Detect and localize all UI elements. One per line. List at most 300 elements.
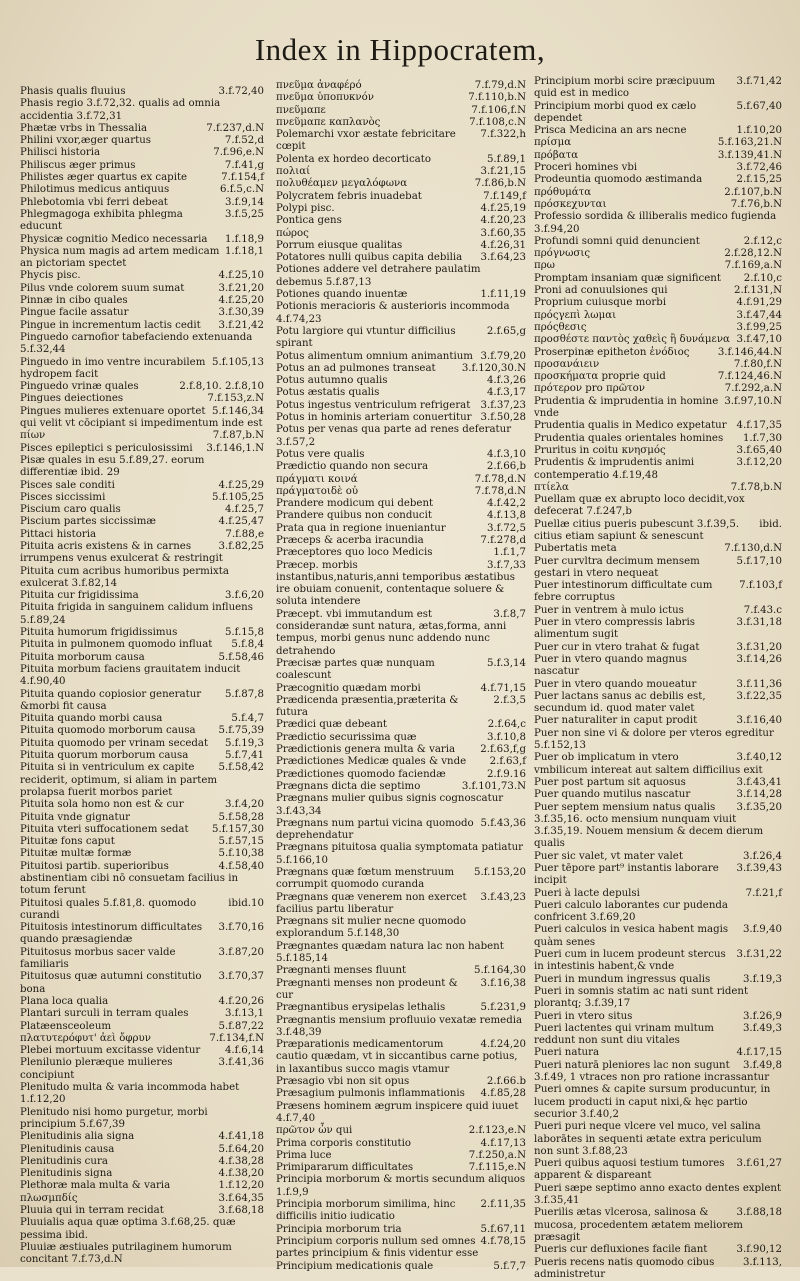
index-term: Pituitosis intestinorum difficultates quando præsagiendæ — [20, 922, 202, 945]
index-entry — [20, 725, 264, 737]
index-term: Plebei mortuum excitasse videntur — [20, 1045, 200, 1056]
index-term: πλωσμπδίς — [20, 1193, 78, 1204]
index-term: Pluuialis aqua quæ optima 3.f.68,25. quæ pessima ibid. — [20, 1217, 236, 1240]
index-term: πρόςγεπὶ λωμαι — [534, 310, 616, 321]
index-term: Prægnans dicta die septimo — [276, 781, 420, 792]
index-term: Phlegmagoga exhibita phlegma educunt — [20, 209, 183, 232]
index-reference: 3.f.49,3 — [739, 1023, 782, 1035]
index-reference: 7.f.87,b.N — [209, 430, 264, 442]
index-reference: 5.f.7,7 — [489, 1261, 526, 1273]
index-entry — [534, 445, 782, 457]
index-term: Plenitudinis alia signa — [20, 1131, 134, 1142]
index-term: Pontica gens — [276, 215, 342, 226]
index-entry — [534, 457, 782, 482]
index-term: Præparationis medicamentorum cautio quædam, vt in siccantibus carne potius, in laxantibus succo magis vtamur — [276, 1039, 518, 1075]
index-entry — [20, 1082, 264, 1107]
index-entry — [276, 412, 526, 424]
index-term: πνεῦμα ἀναφέρό — [276, 80, 362, 91]
index-term: Prægnans sit mulier necne quomodo explorandum 5.f.148,30 — [276, 916, 466, 939]
index-term: Puer quando mutilus nascatur — [534, 789, 690, 800]
index-reference: 3.f.47,44 — [732, 310, 782, 322]
index-entry — [276, 695, 526, 720]
page-title: Index in Hippocratem, — [0, 32, 800, 68]
index-reference: 3.f.43,23 — [476, 892, 526, 904]
index-term: Pueri omnes & capite sursum producuntur, in lucem producti in caput nixi,& hęc partio securior 3.f.40,2 — [534, 1084, 770, 1120]
index-reference: 4.f.42,2 — [483, 498, 526, 510]
index-entry — [534, 433, 782, 445]
index-entry — [20, 1156, 264, 1168]
index-term: Pubertatis meta — [534, 543, 617, 554]
index-entry — [534, 162, 782, 174]
index-term: Prandere quibus non conducit — [276, 510, 432, 521]
index-reference: 3.f.31,20 — [732, 642, 782, 654]
index-reference: 4.f.58,40 — [214, 861, 264, 873]
index-term: Pituitosi partib. superioribus abstinentiam cibi nō consuetam facilius in totum ferunt — [20, 861, 238, 897]
index-reference: 7.f.79,d.N — [471, 80, 526, 92]
index-entry — [276, 1015, 526, 1040]
index-reference: 5.f.164,30 — [470, 965, 526, 977]
index-term: Pueri à lacte depulsi — [534, 888, 640, 899]
index-reference: 5.f.146,34 — [208, 406, 264, 418]
index-entry — [534, 986, 782, 1011]
index-entry — [534, 1207, 782, 1244]
index-entry — [20, 1205, 264, 1217]
index-entry — [20, 652, 264, 664]
index-term: Prægnans quæ fœtum menstruum corrumpit quomodo curanda — [276, 867, 454, 890]
index-term: Præceps & acerba iracundia — [276, 535, 424, 546]
index-term: Principium corporis nullum sed omnes partes principium & finis videntur esse — [276, 1236, 478, 1259]
index-entry — [534, 605, 782, 617]
index-entry — [20, 393, 264, 405]
index-term: Puer post partum sit aquosus — [534, 777, 686, 788]
index-term: Potus alimentum omnium animantium — [276, 351, 473, 362]
index-entry — [20, 947, 264, 972]
index-reference: 2.f.10,c — [740, 273, 782, 285]
index-term: Phasis qualis fluuius — [20, 86, 126, 97]
index-reference: 3.f.21,20 — [214, 283, 264, 295]
index-reference: 4.f.24,20 — [476, 1039, 526, 1051]
index-reference: 5.f.64,20 — [214, 1144, 264, 1156]
index-term: πρόβατα — [534, 150, 578, 161]
index-term: Pueri quibus aquosi testium tumores apparent & dispareant — [534, 1158, 724, 1181]
index-reference: 4.f.20,23 — [476, 215, 526, 227]
index-entry — [20, 1242, 264, 1267]
index-term: Puer in ventrem à mulo ictus — [534, 605, 684, 616]
index-term: Puellæ citius pueris pubescunt 3.f.39,5. citius etiam sapiunt & senescunt — [534, 519, 739, 542]
index-entry — [276, 92, 526, 104]
index-entry — [20, 98, 264, 123]
index-term: προσανάιειν — [534, 359, 599, 370]
index-entry — [534, 347, 782, 359]
index-term: Pueri naturā pleniores lac non sugunt 3.f.49, 1 vtraces non pro ratione incrassantur — [534, 1060, 769, 1083]
index-reference: 3.f.49,8 — [739, 1060, 782, 1072]
index-entry — [20, 516, 264, 528]
index-term: Prima luce — [276, 1150, 332, 1161]
index-term: Pituita in pulmonem quomodo influat — [20, 639, 212, 650]
index-term: πολυθέαμεν μεγαλόφωνα — [276, 178, 407, 189]
index-entry — [276, 719, 526, 731]
index-reference: 7.f.292,a.N — [721, 383, 782, 395]
index-entry — [20, 738, 264, 750]
index-term: Pituita humorum frigidissimus — [20, 627, 177, 638]
index-reference: 5.f.105,13 — [208, 357, 264, 369]
index-entry — [20, 836, 264, 848]
index-entry — [20, 566, 264, 591]
index-entry — [276, 240, 526, 252]
index-entry — [20, 627, 264, 639]
index-entry — [276, 301, 526, 326]
index-reference: 3.f.21,42 — [214, 320, 264, 332]
index-term: Prægnantes quædam natura lac non habent 5.f.185,14 — [276, 941, 504, 964]
index-entry — [276, 535, 526, 547]
index-term: Præsagio vbi non sit opus — [276, 1076, 409, 1087]
index-reference: 7.f.21,f — [742, 888, 782, 900]
index-term: Pueri in mundum ingressus qualis — [534, 974, 710, 985]
index-term: Puer tēpore part⁹ instantis laborare incipit — [534, 863, 719, 886]
index-entry — [276, 1101, 526, 1126]
index-term: Prægnans num partui vicina quomodo deprehendatur — [276, 818, 474, 841]
index-entry — [276, 1039, 526, 1076]
index-term: Prudentia quales orientales homines — [534, 433, 723, 444]
index-term: Profundi somni quid denuncient — [534, 236, 700, 247]
index-entry — [276, 744, 526, 756]
index-entry — [276, 510, 526, 522]
index-reference: 5.f.58,42 — [214, 762, 264, 774]
index-term: Pittaci historia — [20, 529, 96, 540]
index-term: Pisces epileptici s periculosissimi — [20, 443, 193, 454]
index-term: Prægnans quæ venerem non exercet facilius partu liberatur — [276, 892, 467, 915]
index-entry — [276, 523, 526, 535]
index-reference: 4.f.26,31 — [476, 240, 526, 252]
index-term: πρῶτον ὧν qui — [276, 1125, 352, 1136]
index-reference: 3.f.64,23 — [476, 252, 526, 264]
index-term: Porrum eiusque qualitas — [276, 240, 402, 251]
index-reference: 4.f.41,18 — [214, 1131, 264, 1143]
index-term: Puer curvltra decimum mensem gestari in vtero nequeat — [534, 556, 700, 579]
index-term: Pueris recens natis quomodo cibus administretur — [534, 1257, 714, 1280]
index-entry — [276, 1125, 526, 1137]
index-reference: 1.f.18,1 — [221, 246, 264, 258]
index-reference: 5.f.89,1 — [483, 154, 526, 166]
index-reference: 3.f.64,35 — [214, 1193, 264, 1205]
index-term: Plenitudinis causa — [20, 1144, 114, 1155]
index-term: Præcisæ partes quæ nunquam coalescunt — [276, 658, 435, 681]
index-reference: 3.f.26,4 — [739, 851, 782, 863]
index-term: Pituita si in ventriculum ex capite reciderit, optimum, si aliam in partem prolapsa fuerit morbos pariet — [20, 762, 217, 798]
index-term: Prægnanti menses non prodeunt & cur — [276, 978, 458, 1001]
index-reference: 4.f.13,8 — [483, 510, 526, 522]
index-entry — [534, 248, 782, 260]
index-entry — [534, 383, 782, 395]
index-reference: 3.f.120,30.N — [458, 363, 526, 375]
index-entry — [534, 863, 782, 888]
index-entry — [20, 922, 264, 947]
index-entry — [276, 547, 526, 559]
index-entry — [20, 602, 264, 627]
index-term: Pinguedo vrinæ quales — [20, 381, 139, 392]
index-entry — [20, 209, 264, 234]
index-reference: 3.f.71,42 — [732, 76, 782, 88]
index-term: Puer in vtero quando moueatur — [534, 679, 696, 690]
index-term: Pituitosi quales 5.f.81,8. quomodo curandi — [20, 898, 196, 921]
index-reference: 3.f.43,41 — [732, 777, 782, 789]
index-term: Præcep. morbis instantibus,naturis,anni temporibus æstatibus ire obuiam conuenit, contentaque soluere & soluta intendere — [276, 560, 515, 608]
index-entry — [534, 285, 782, 297]
index-entry — [534, 802, 782, 851]
index-entry — [276, 129, 526, 154]
index-term: πολιαί — [276, 166, 310, 177]
index-term: προσκήματα proprie quid — [534, 371, 666, 382]
index-term: Potus vere qualis — [276, 449, 365, 460]
index-term: Pinguedo in imo ventre incurabilem hydropem facit — [20, 357, 205, 380]
index-term: Pueri calculo laborantes cur pudenda confricent 3.f.69,20 — [534, 900, 728, 923]
index-entry — [20, 381, 264, 393]
index-term: πίων — [20, 430, 45, 441]
index-reference: 4.f.20,26 — [214, 996, 264, 1008]
index-reference: 3.f.97,10.N — [720, 396, 782, 408]
index-entry — [534, 654, 782, 679]
index-term: πρόθυμάτα — [534, 187, 591, 198]
index-reference: 6.f.5,c.N — [216, 184, 264, 196]
index-entry — [276, 965, 526, 977]
index-term: Physicæ cognitio Medico necessaria — [20, 234, 207, 245]
index-entry — [276, 941, 526, 966]
index-term: Polypi pisc. — [276, 203, 335, 214]
index-entry — [20, 184, 264, 196]
index-entry — [20, 762, 264, 799]
index-reference: 5.f.87,8 — [221, 689, 264, 701]
index-term: Puer naturaliter in caput prodit — [534, 715, 697, 726]
index-reference: 5.f.67,40 — [732, 101, 782, 113]
index-entry — [276, 1199, 526, 1224]
index-term: Præsens hominem ægrum inspicere quid iuuet 4.f.7,40 — [276, 1101, 518, 1124]
index-term: Prædictiones Medicæ quales & vnde — [276, 756, 466, 767]
index-term: Puer sic valet, vt mater valet — [534, 851, 683, 862]
index-term: πνεῦμαπε καπλανὸς — [276, 117, 380, 128]
index-reference: 7.f.250,a.N — [465, 1150, 526, 1162]
index-entry — [276, 264, 526, 289]
index-term: Proserpinæ epitheton ἐνόδιος — [534, 347, 689, 358]
index-entry — [534, 494, 782, 519]
index-reference: 7.f.115,e.N — [465, 1162, 526, 1174]
index-entry — [534, 1183, 782, 1208]
index-reference: 5.f.15,8 — [221, 627, 264, 639]
index-entry — [534, 76, 782, 101]
index-reference: 7.f.106,f.N — [467, 105, 526, 117]
index-term: Præcept. vbi immutandum est considerandæ sunt natura, ætas,forma, anni tempus, morbi genus nunc addendo nunc detrahendo — [276, 609, 506, 657]
index-term: πράγματι κοινά — [276, 474, 358, 485]
index-term: Prægnans pituitosa qualia symptomata patiatur 5.f.166,10 — [276, 842, 523, 865]
index-term: Plenitudinis signa — [20, 1168, 112, 1179]
index-reference: 3.f.10,8 — [483, 732, 526, 744]
index-reference: 5.f.4,7 — [227, 713, 264, 725]
index-entry — [276, 1236, 526, 1261]
index-term: Puer intestinorum difficultate cum febre corruptus — [534, 580, 712, 603]
index-entry — [276, 80, 526, 92]
index-entry — [20, 480, 264, 492]
index-term: Principium medicationis quale — [276, 1261, 433, 1272]
index-entry — [276, 363, 526, 375]
index-term: Pituitæ multæ formæ — [20, 848, 131, 859]
index-reference: 3.f.90,12 — [732, 1244, 782, 1256]
index-reference: 5.f.8,4 — [227, 639, 264, 651]
index-reference: 2.f.12,c — [740, 236, 782, 248]
index-entry — [20, 1021, 264, 1033]
index-reference: 7.f.80,f.N — [730, 359, 782, 371]
index-term: Proceri homines vbi — [534, 162, 637, 173]
index-reference: 4.f.38,28 — [214, 1156, 264, 1168]
index-entry — [534, 236, 782, 248]
index-column-1 — [20, 86, 264, 1259]
index-term: Pingue in incrementum lactis cedit — [20, 320, 201, 331]
index-term: Pisces siccissimi — [20, 492, 105, 503]
index-term: Principia morborum similima, hinc difficilis initio iudicatio — [276, 1199, 455, 1222]
index-reference: 5.f.105,25 — [208, 492, 264, 504]
index-entry — [20, 406, 264, 431]
index-term: Puer in vtero quando magnus nascatur — [534, 654, 687, 677]
index-entry — [20, 713, 264, 725]
index-term: Phætæ vrbs in Thessalia — [20, 123, 147, 134]
index-term: Pruritus in coitu κνησμός — [534, 445, 666, 456]
index-reference: 2.f.131,N — [730, 285, 782, 297]
index-term: Prædictio quando non secura — [276, 461, 428, 472]
index-reference: 3.f.72,5 — [483, 523, 526, 535]
index-entry — [20, 86, 264, 98]
index-entry — [534, 789, 782, 801]
index-reference: 7.f.78,d.N — [471, 474, 526, 486]
index-reference: 3.f.61,27 — [732, 1158, 782, 1170]
index-entry — [276, 781, 526, 793]
index-entry — [20, 1193, 264, 1205]
index-entry — [276, 560, 526, 609]
index-entry — [20, 1168, 264, 1180]
index-term: Principia morborum & mortis secundum aliquos 1.f.9,9 — [276, 1174, 525, 1197]
index-term: Professio sordida & illiberalis medico fugienda 3.f.94,20 — [534, 211, 776, 234]
index-term: Puerilis ætas vlcerosa, salinosa & mucosa, procedentem ætatem meliorem præsagit — [534, 1207, 743, 1243]
index-entry — [20, 529, 264, 541]
index-reference: 3.f.88,18 — [732, 1207, 782, 1219]
index-term: Pituita vnde gignatur — [20, 812, 130, 823]
index-term: Potiones quando inuentæ — [276, 289, 407, 300]
index-reference: 3.f.113, — [739, 1257, 782, 1269]
index-reference: 3.f.9,40 — [739, 924, 782, 936]
index-reference: 7.f.41,g — [221, 160, 264, 172]
index-reference: 3.f.39,43 — [732, 863, 782, 875]
index-term: Phlebotomia vbi ferri debeat — [20, 197, 168, 208]
index-reference: 3.f.101,73.N — [458, 781, 526, 793]
index-reference: 3.f.72,46 — [732, 162, 782, 174]
index-entry — [276, 400, 526, 412]
index-term: Prægnantibus erysipelas lethalis — [276, 1002, 445, 1013]
index-reference: 3.f.11,36 — [732, 679, 782, 691]
index-entry — [20, 639, 264, 651]
index-reference: 7.f.108,c.N — [465, 117, 526, 129]
index-entry — [20, 295, 264, 307]
index-term: Pituitæ fons caput — [20, 836, 115, 847]
index-term: πτίελα — [534, 482, 569, 493]
index-entry — [534, 1158, 782, 1183]
index-entry — [534, 260, 782, 272]
index-entry — [534, 359, 782, 371]
index-term: Puer ob implicatum in vtero vmbilicum intereat aut saltem difficilius exit — [534, 752, 763, 775]
index-reference: 4.f.38,20 — [214, 1168, 264, 1180]
index-term: Puer lactans sanus ac debilis est, secundum id. quod mater valet — [534, 691, 706, 714]
index-term: Pituita quomodo per vrinam secedat — [20, 738, 208, 749]
index-term: Pueris cur defluxiones facile fiant — [534, 1244, 707, 1255]
index-reference: 4.f.25,47 — [214, 516, 264, 528]
index-entry — [276, 609, 526, 658]
index-term: Pisæ quales in esu 5.f.89,27. eorum differentiæ ibid. 29 — [20, 455, 204, 478]
index-entry — [20, 135, 264, 147]
index-term: Potus an ad pulmones transeat — [276, 363, 436, 374]
index-reference: 7.f.96,e.N — [209, 147, 264, 159]
index-reference: 3.f.12,20 — [732, 457, 782, 469]
index-term: Pingues mulieres extenuare oportet qui velit vt cōcipiant si impedimentum inde est — [20, 406, 263, 429]
index-reference: 7.f.110,b.N — [464, 92, 526, 104]
index-reference: 5.f.153,20 — [470, 867, 526, 879]
index-entry — [276, 842, 526, 867]
index-entry — [276, 1150, 526, 1162]
index-entry — [20, 750, 264, 762]
index-reference: 1.f.10,20 — [732, 125, 782, 137]
index-entry — [20, 197, 264, 209]
index-entry — [276, 154, 526, 166]
index-reference: 2.f.63,f,g — [476, 744, 526, 756]
index-term: Plana loca qualia — [20, 996, 108, 1007]
index-entry — [534, 543, 782, 555]
index-entry — [20, 270, 264, 282]
index-entry — [534, 125, 782, 137]
index-reference: 3.f.60,35 — [476, 228, 526, 240]
index-reference: 3.f.146,44.N — [714, 347, 782, 359]
index-term: πνεῦμα ὑποπυκνόν — [276, 92, 374, 103]
index-entry — [276, 449, 526, 461]
index-term: Prata qua in regione inueniantur — [276, 523, 446, 534]
index-entry — [534, 199, 782, 211]
index-entry — [20, 1057, 264, 1082]
index-entry — [534, 137, 782, 149]
index-term: Polemarchi vxor æstate febricitare cœpit — [276, 129, 456, 152]
index-term: Pituita acris existens & in carnes irrumpens venus exulcerat & restringit — [20, 541, 223, 564]
index-entry — [20, 172, 264, 184]
index-entry — [534, 519, 782, 544]
index-term: Puellam quæ ex abrupto loco decidit,vox defecerat 7.f.247,b — [534, 494, 745, 517]
index-entry — [276, 228, 526, 240]
index-term: Pisces sale conditi — [20, 480, 115, 491]
index-entry — [20, 1180, 264, 1192]
index-term: προσθέστε παντὸς χαθεὶς ἢ δυνάμενα — [534, 334, 730, 345]
index-entry — [20, 443, 264, 455]
index-reference: 1.f.7,30 — [739, 433, 782, 445]
index-entry — [534, 715, 782, 727]
index-term: Prægnantis mensium profluuio vexatæ remedia 3.f.48,39 — [276, 1015, 522, 1038]
index-term: Philisci historia — [20, 147, 100, 158]
index-reference: 7.f.154,f — [217, 172, 264, 184]
index-reference: 5.f.43,36 — [476, 818, 526, 830]
index-term: Prandere modicum qui debent — [276, 498, 433, 509]
index-reference: 3.f.70,16 — [214, 922, 264, 934]
index-reference: 2.f.107,b.N — [720, 187, 782, 199]
index-term: Prudentia & imprudentia in homine vnde — [534, 396, 718, 419]
index-reference: 7.f.149,f — [479, 191, 526, 203]
index-term: Pinguedo carnofior tabefaciendo extenuanda 5.f.32,44 — [20, 332, 252, 355]
index-entry — [276, 1261, 526, 1273]
index-entry — [20, 898, 264, 923]
index-term: Principium morbi scire præcipuum quid est in medico — [534, 76, 715, 99]
index-entry — [20, 1131, 264, 1143]
index-entry — [20, 812, 264, 824]
index-term: Platæensceoleum — [20, 1021, 111, 1032]
